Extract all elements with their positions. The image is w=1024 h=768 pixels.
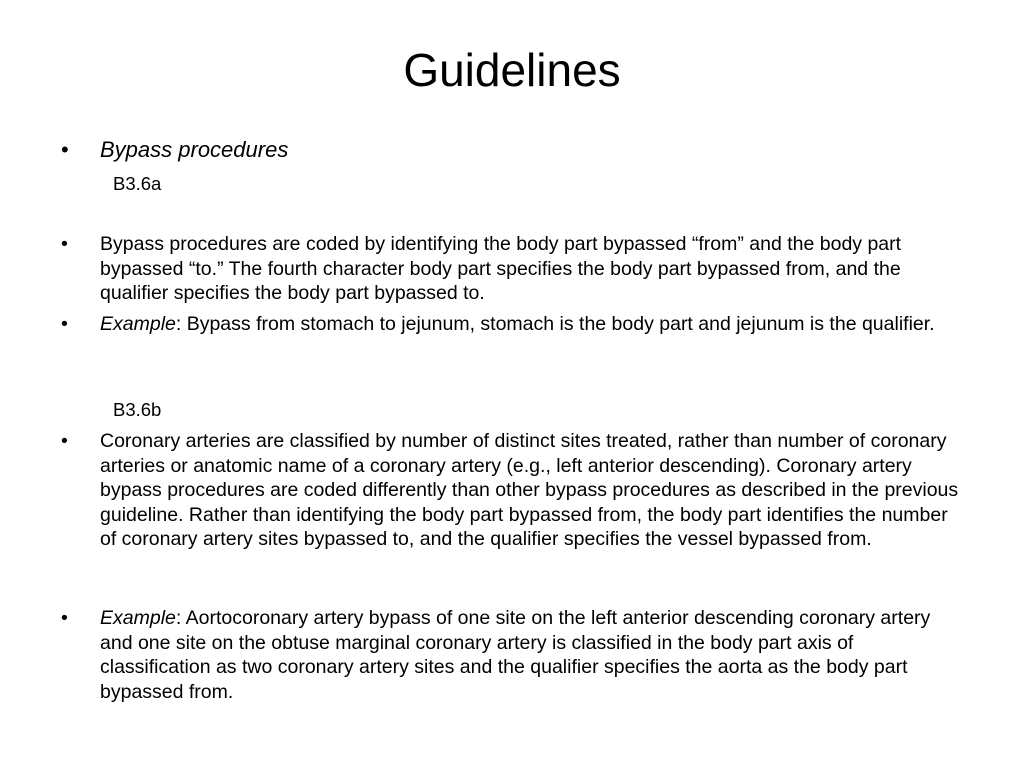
bullet-coronary-arteries — [61, 429, 960, 552]
bullet-dot-icon: • — [61, 607, 68, 629]
bullet-example-stomach — [61, 312, 960, 337]
code-b3-6b: B3.6b — [113, 399, 162, 420]
slide-title: Guidelines — [403, 44, 621, 96]
bullet-example-aortocoronary — [61, 606, 960, 704]
bullet-dot-icon: • — [61, 313, 68, 335]
bullet-text: Coronary arteries are classified by number of distinct sites treated, rather than number of coronary arteries or anatomic name of a coronary artery (e.g., left anterior descending). Coronary artery bypass procedures are coded differently than other bypass procedures as described in the previous guideline. Rather than identifying the body part bypassed from, the body part identifies the number of coronary artery sites bypassed to, and the qualifier specifies the vessel bypassed from. — [100, 430, 959, 551]
example-label: Example — [100, 607, 176, 629]
example-label: Example — [100, 313, 176, 335]
code-b3-6a: B3.6a — [113, 173, 162, 194]
bullet-text: : Aortocoronary artery bypass of one site on the left anterior descending coronary artery and one site on the obtuse marginal coronary artery is classified in the body part axis of classification as two coronary artery sites and the qualifier specifies the aorta as the body part bypassed from. — [100, 607, 931, 703]
bypass-procedures-heading: Bypass procedures — [100, 137, 289, 162]
bullet-text: : Bypass from stomach to jejunum, stomach is the body part and jejunum is the qualifier. — [175, 313, 935, 335]
bullet-bypass-coding — [61, 232, 960, 306]
bullet-dot-icon: • — [61, 137, 69, 162]
bullet-dot-icon: • — [61, 233, 68, 255]
bullet-dot-icon: • — [61, 430, 68, 452]
bullet-bypass-heading — [61, 136, 960, 164]
bullet-text: Bypass procedures are coded by identifying the body part bypassed “from” and the body part bypassed “to.” The fourth character body part specifies the body part bypassed from, and the qualifier specifies the body part bypassed to. — [100, 233, 902, 305]
